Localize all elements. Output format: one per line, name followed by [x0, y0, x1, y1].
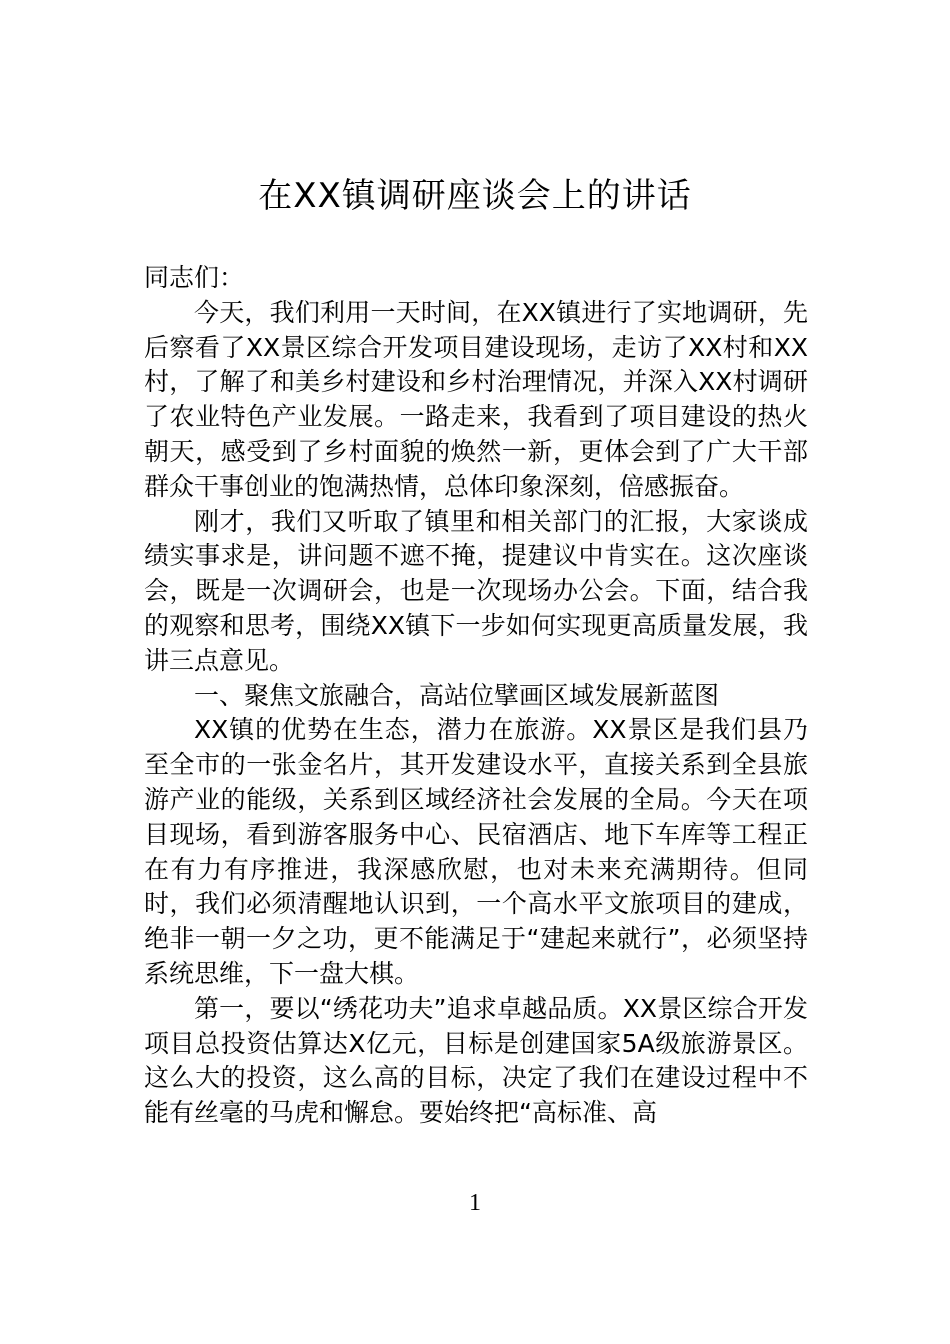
document-body — [144, 261, 808, 1131]
document-title: 在XX镇调研座谈会上的讲话 — [258, 176, 692, 216]
page-number: 1 — [469, 1190, 481, 1216]
paragraph-intro: 今天，我们利用一天时间，在XX镇进行了实地调研，先后察看了XX景区综合开发项目建设现场，走访了XX村和XX村，了解了和美乡村建设和乡村治理情况，并深入XX村调研了农业特色产业发展。一路走来，我看到了项目建设的热火朝天，感受到了乡村面貌的焕然一新，更体会到了广大干部群众干事创业的饱满热情，总体印象深刻，倍感振奋。 — [144, 297, 808, 501]
salutation: 同志们： — [144, 263, 245, 292]
paragraph-point-first: 第一，要以“绣花功夫”追求卓越品质。XX景区综合开发项目总投资估算达X亿元，目标是创建国家5A级旅游景区。这么大的投资，这么高的目标，决定了我们在建设过程中不能有丝毫的马虎和懈怠。要始终把“高标准、高 — [144, 993, 808, 1128]
paragraph-briefing: 刚才，我们又听取了镇里和相关部门的汇报，大家谈成绩实事求是，讲问题不遮不掩，提建议中肯实在。这次座谈会，既是一次调研会，也是一次现场办公会。下面，结合我的观察和思考，围绕XX镇下一步如何实现更高质量发展，我讲三点意见。 — [144, 506, 808, 675]
paragraph-advantages: XX镇的优势在生态，潜力在旅游。XX景区是我们县乃至全市的一张金名片，其开发建设水平，直接关系到全县旅游产业的能级，关系到区域经济社会发展的全局。今天在项目现场，看到游客服务中心、民宿酒店、地下车库等工程正在有力有序推进，我深感欣慰，也对未来充满期待。但同时，我们必须清醒地认识到，一个高水平文旅项目的建成，绝非一朝一夕之功，更不能满足于“建起来就行”，必须坚持系统思维，下一盘大棋。 — [144, 715, 808, 988]
section-heading-one: 一、聚焦文旅融合，高站位擘画区域发展新蓝图 — [194, 680, 720, 710]
